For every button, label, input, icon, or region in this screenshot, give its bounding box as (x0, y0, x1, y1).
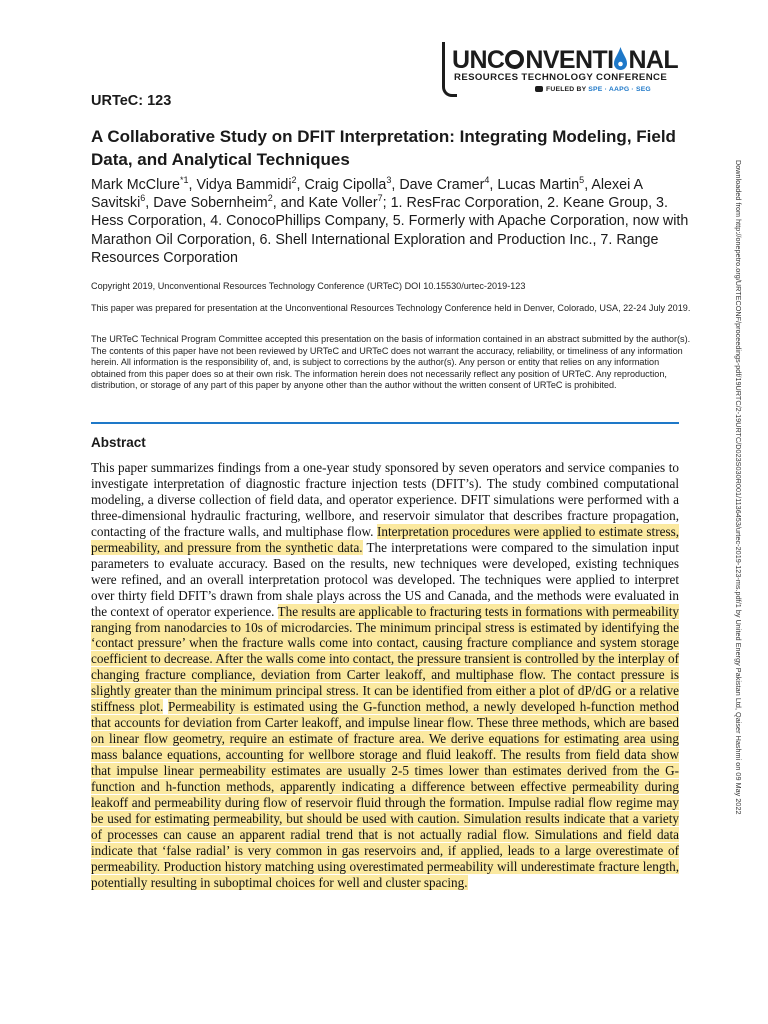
logo-text-suffix: NAL (628, 46, 679, 74)
fueled-label: FUELED BY (546, 86, 587, 93)
highlighted-text: Interpretation procedures were applied to estimate stress, permeability, and pressure from the synthetic data. (91, 523, 680, 555)
conference-logo (442, 42, 680, 97)
author-name: Craig Cipolla (304, 177, 387, 193)
download-sidebar (730, 160, 750, 860)
author-name: Lucas Martin (497, 177, 580, 193)
logo-text-prefix: UNC (452, 46, 505, 74)
author-block (91, 176, 691, 267)
highlighted-text: The results are applicable to fracturing tests in formations with permeability ranging from nanodarcies to 10s of microdarcies. The minimum principal stress is estimated by identifying the ‘contact pressure’ when the fracture walls come into contact, causing fracture compliance and system storage coefficient to decrease. After the walls come into contact, the pressure transient is controlled by the interplay of changing fracture compliance, deviation from Carter leakoff, and multiphase flow. The contact pressure is slightly greater than the minimum principal stress. It can be identified from either a plot of dP/dG or a relative stiffness plot. (91, 603, 679, 715)
author-name: Mark McClure (91, 177, 180, 193)
download-notice[interactable]: Downloaded from http://onepetro.org/URTECONF/proceedings-pdf/19URTC/2-19URTC/D023S030R001/1136453/urtec-2019-123-ms.pdf/1 by United Energy Pakistan Ltd, Qaiser Hashmi on 09 May 2022 (734, 160, 743, 815)
logo-ring-icon (505, 50, 524, 69)
logo-text-mid: NVENTI (525, 46, 614, 74)
author-separator: , (296, 177, 305, 193)
author-separator: , (145, 195, 154, 212)
copyright-notice: Copyright 2019, Unconventional Resources Technology Conference (URTeC) DOI 10.15530/urtec-2019-123 (91, 281, 526, 291)
fueled-orgs: SPE · AAPG · SEG (588, 86, 651, 93)
author-separator: , (391, 177, 400, 193)
section-divider-top (91, 422, 679, 424)
water-drop-icon (614, 47, 627, 71)
logo-fueled-by (535, 86, 680, 93)
paper-title: A Collaborative Study on DFIT Interpretation: Integrating Modeling, Field Data, and Analytical Techniques (91, 127, 676, 169)
author-separator: , (584, 177, 592, 193)
paper-id: URTeC: 123 (91, 93, 172, 109)
abstract-text: This paper summarizes findings from a one-year study sponsored by seven operators and service companies to investigate interpretation of diagnostic fracture injection tests (DFIT’s). The study combined computational modeling, a diverse collection of field data, and operator experience. DFIT simulations were performed with a three-dimensional hydraulic fracturing, wellbore, and reservoir simulator that describes fracture propagation, contacting of the fracture walls, and multiphase flow. (91, 460, 679, 539)
fueled-mark-icon (535, 86, 543, 92)
author-affiliation-mark: *1 (179, 175, 189, 186)
author-affiliation-mark: 5 (579, 175, 585, 186)
author-affiliation-mark: 2 (291, 175, 297, 186)
abstract-body (91, 460, 679, 891)
author-affiliation-mark: 6 (140, 193, 146, 204)
logo-subtitle: RESOURCES TECHNOLOGY CONFERENCE (454, 72, 668, 83)
author-name: Alexei A Savitski (91, 177, 643, 212)
author-affiliation-mark: 2 (267, 193, 273, 204)
affiliations: 1. ResFrac Corporation, 2. Keane Group, 3. Hess Corporation, 4. ConocoPhillips Company, 5. Formerly with Apache Corporation, now with Marathon Oil Corporation, 6. Shell International Exploration and Production Inc., 7. Range Resources Corporation (91, 195, 689, 266)
author-name: Dave Sobernheim (153, 195, 268, 212)
abstract-text: The interpretations were compared to the simulation input parameters to evaluate accuracy. Based on the results, new techniques were developed, existing techniques were refined, and an overall interpretation protocol was developed. The techniques were applied to interpret over thirty field DFIT’s drawn from shale plays across the US and Canada, and the methods were evaluated in the context of operator experience. (91, 539, 680, 619)
prepared-notice: This paper was prepared for presentation at the Unconventional Resources Technology Conference held in Denver, Colorado, USA, 22-24 July 2019. (91, 303, 691, 313)
author-separator: , and (272, 195, 309, 212)
author-affiliation-mark: 4 (484, 175, 490, 186)
author-name: Vidya Bammidi (196, 177, 292, 193)
author-separator: , (188, 177, 197, 193)
author-name: Kate Voller (308, 195, 378, 212)
author-name: Dave Cramer (399, 177, 485, 193)
disclaimer-notice: The URTeC Technical Program Committee accepted this presentation on the basis of information contained in an abstract submitted by the author(s). The contents of this paper have not been reviewed by URTeC and URTeC does not warrant the accuracy, reliability, or timeliness of any information herein. All information is the responsibility of, and, is subject to corrections by the author(s). Any person or entity that relies on any information obtained from this paper does so at their own risk. The information herein does not necessarily reflect any position of URTeC. Any reproduction, distribution, or storage of any part of this paper by anyone other than the author without the written consent of URTeC is prohibited. (91, 334, 691, 391)
author-separator: , (489, 177, 498, 193)
author-separator: ; (382, 195, 391, 212)
author-affiliation-mark: 7 (377, 193, 383, 204)
abstract-heading: Abstract (91, 435, 146, 450)
highlighted-text: Permeability is estimated using the G-function method, a newly developed h-function method that accounts for deviation from Carter leakoff, and impulse linear flow. These three methods, which are based on linear flow geometry, require an estimate of fracture area. We derive equations for estimating area using mass balance equations, accounting for wellbore storage and fluid leakoff. The results from field data show that impulse linear permeability estimates are usually 2-5 times lower than estimates derived from the G-function and h-function methods, apparently indicating a difference between effective permeability during leakoff and permeability during flow of reservoir fluid through the formation. Impulse radial flow regime may be used for estimating permeability, but should be used with caution. Simulation results indicate that a variety of processes can cause an apparent radial trend that is not actually radial flow. Simulations and field data indicate that ‘false radial’ is very common in gas reservoirs and, if applied, leads to a large overestimate of permeability. Production history matching using overestimated permeability will underestimate fracture length, potentially resulting in suboptimal choices for well and cluster spacing. (91, 699, 680, 890)
logo-wordmark (452, 46, 680, 74)
author-affiliation-mark: 3 (386, 175, 392, 186)
